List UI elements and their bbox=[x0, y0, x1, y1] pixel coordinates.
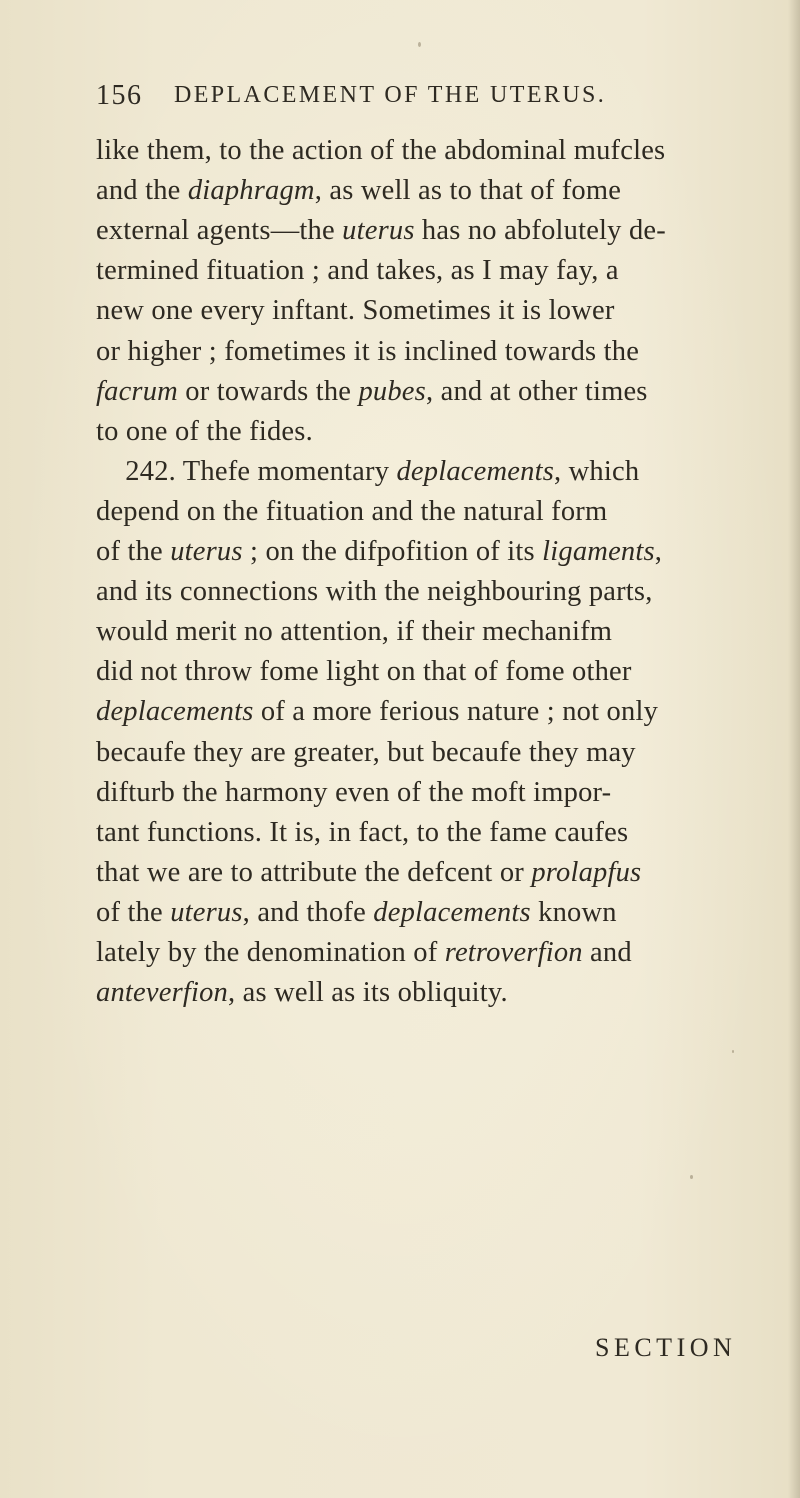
paper-speck bbox=[418, 42, 421, 47]
italic-text: pubes bbox=[358, 375, 426, 407]
text-segment: , and thofe bbox=[242, 896, 374, 928]
italic-text: deplacements bbox=[396, 455, 554, 487]
italic-text: diaphragm bbox=[187, 175, 315, 207]
text-segment: termined fituation ; and takes, as I may fay, a bbox=[96, 255, 619, 287]
text-segment: of the bbox=[96, 536, 171, 567]
text-segment: and the bbox=[96, 175, 188, 207]
text-segment: lately by the denomination of bbox=[96, 937, 445, 968]
catchword: SECTION bbox=[595, 1333, 737, 1362]
text-segment: 242. Thefe momentary bbox=[96, 455, 397, 487]
text-line bbox=[96, 332, 639, 372]
text-line bbox=[96, 171, 621, 211]
text-segment: ; on the difpofition of its bbox=[242, 536, 543, 567]
italic-text: retroverfion bbox=[444, 937, 583, 968]
text-line bbox=[96, 412, 313, 452]
text-segment: or towards the bbox=[177, 375, 359, 407]
paper-speck bbox=[690, 1175, 693, 1179]
text-segment: did not throw fome light on that of fome other bbox=[96, 656, 632, 688]
running-head: DEPLACEMENT OF THE UTERUS. bbox=[174, 82, 607, 108]
text-line bbox=[96, 251, 619, 291]
page-number: 156 bbox=[96, 80, 143, 111]
text-line bbox=[96, 211, 666, 251]
text-segment: and its connections with the neighbouring parts, bbox=[96, 576, 653, 608]
italic-text: uterus bbox=[170, 536, 243, 567]
text-line bbox=[96, 813, 628, 853]
text-line bbox=[96, 131, 665, 171]
text-line bbox=[96, 893, 617, 933]
text-segment: difturb the harmony even of the moft impor- bbox=[96, 776, 612, 808]
text-segment: known bbox=[530, 896, 617, 928]
text-line bbox=[96, 652, 632, 692]
text-segment: , which bbox=[554, 455, 640, 487]
page-header bbox=[96, 80, 736, 120]
text-line bbox=[96, 973, 508, 1013]
text-line bbox=[96, 612, 612, 652]
text-segment: , as well as to that of fome bbox=[314, 175, 622, 207]
text-segment: to one of the fides. bbox=[96, 415, 313, 447]
text-line bbox=[96, 372, 648, 412]
text-line bbox=[96, 291, 615, 331]
text-line bbox=[96, 572, 653, 612]
text-line bbox=[96, 452, 639, 492]
text-segment: , as well as its obliquity. bbox=[228, 977, 508, 1009]
text-segment: , and at other times bbox=[425, 375, 648, 407]
text-segment: becaufe they are greater, but becaufe they may bbox=[96, 736, 636, 768]
text-line bbox=[96, 853, 641, 893]
text-segment: external agents—the bbox=[96, 215, 343, 247]
text-segment: tant functions. It is, in fact, to the fame caufes bbox=[96, 816, 629, 848]
text-line bbox=[96, 692, 658, 732]
page-edge-shadow bbox=[788, 0, 800, 1498]
italic-text: facrum bbox=[96, 375, 178, 407]
italic-text: deplacements bbox=[96, 696, 254, 728]
text-line bbox=[96, 773, 611, 813]
text-line bbox=[96, 933, 632, 973]
text-segment: like them, to the action of the abdominal mufcles bbox=[96, 135, 666, 166]
italic-text: uterus bbox=[342, 215, 415, 247]
text-line bbox=[96, 532, 662, 572]
italic-text: anteverfion bbox=[96, 977, 228, 1009]
text-segment: would merit no attention, if their mechanifm bbox=[96, 616, 613, 648]
text-line bbox=[96, 492, 607, 532]
text-segment: depend on the fituation and the natural form bbox=[96, 495, 608, 527]
italic-text: deplacements bbox=[373, 896, 531, 928]
text-segment: , bbox=[654, 536, 663, 567]
text-segment: or higher ; fometimes it is inclined towards the bbox=[96, 335, 640, 367]
italic-text: prolapfus bbox=[531, 856, 642, 888]
text-segment: new one every inftant. Sometimes it is lower bbox=[96, 295, 615, 327]
text-segment: and bbox=[582, 937, 632, 968]
italic-text: uterus bbox=[170, 896, 243, 928]
paper-speck bbox=[732, 1050, 734, 1053]
text-segment: has no abfolutely de- bbox=[414, 215, 666, 247]
text-segment: of the bbox=[96, 896, 171, 928]
italic-text: ligaments bbox=[542, 536, 655, 567]
text-line bbox=[96, 733, 636, 773]
text-segment: of a more ferious nature ; not only bbox=[253, 696, 659, 728]
text-segment: that we are to attribute the defcent or bbox=[96, 856, 532, 888]
